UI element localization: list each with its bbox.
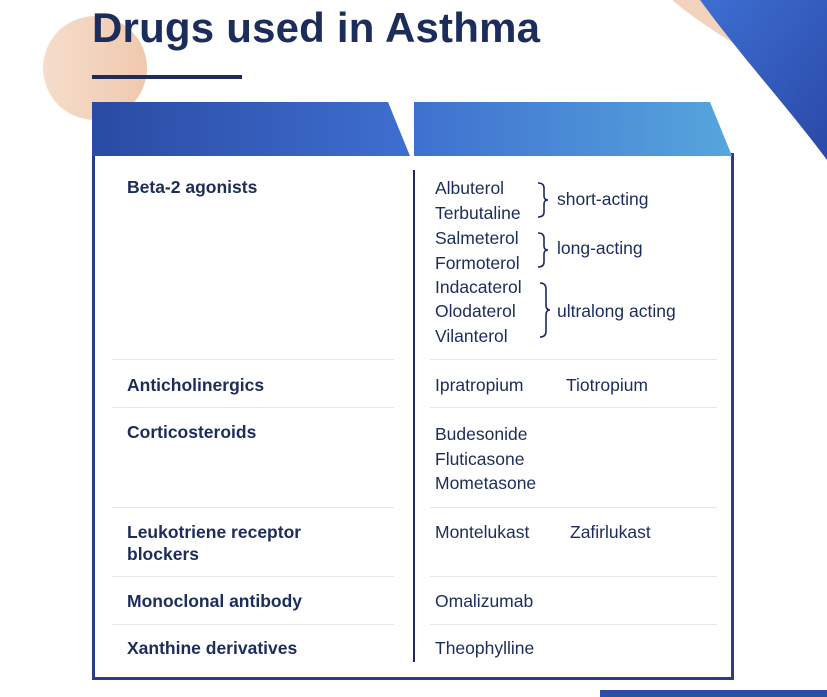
drug-montelukast: Montelukast	[435, 522, 530, 542]
drug-olodaterol: Olodaterol	[435, 301, 516, 321]
row-separator	[112, 407, 394, 408]
class-monoclonal-antibody: Monoclonal antibody	[127, 591, 302, 611]
note-ultralong-acting: ultralong acting	[557, 301, 676, 321]
drug-albuterol: Albuterol	[435, 178, 505, 198]
brace-ultralong-acting	[538, 282, 552, 338]
row-separator	[112, 576, 394, 577]
row-separator	[430, 576, 717, 577]
drug-vilanterol: Vilanterol	[435, 326, 508, 346]
drug-theophylline: Theophylline	[435, 638, 535, 658]
drug-formoterol: Formoterol	[435, 253, 520, 273]
drug-budesonide: Budesonide	[435, 424, 528, 444]
column-divider	[413, 170, 415, 662]
class-leukotriene-line2: blockers	[127, 544, 199, 564]
drug-mometasone: Mometasone	[435, 473, 537, 493]
row-separator	[430, 624, 717, 625]
drug-ipratropium: Ipratropium	[435, 375, 524, 395]
class-anticholinergics: Anticholinergics	[127, 375, 265, 395]
class-corticosteroids: Corticosteroids	[127, 422, 257, 442]
row-separator	[430, 407, 717, 408]
class-xanthine-derivatives: Xanthine derivatives	[127, 638, 298, 658]
title-underline	[92, 75, 242, 79]
row-separator	[112, 507, 394, 508]
brace-short-acting	[536, 182, 550, 218]
class-beta2-agonists: Beta-2 agonists	[127, 177, 258, 197]
note-short-acting: short-acting	[557, 189, 649, 209]
class-leukotriene-line1: Leukotriene receptor	[127, 522, 302, 542]
bottom-blue-strip	[600, 690, 827, 697]
brace-long-acting	[536, 232, 550, 268]
drug-terbutaline: Terbutaline	[435, 203, 521, 223]
drug-zafirlukast: Zafirlukast	[570, 522, 651, 542]
drug-omalizumab: Omalizumab	[435, 591, 534, 611]
row-separator	[430, 359, 717, 360]
drug-indacaterol: Indacaterol	[435, 277, 522, 297]
header-class-bg	[92, 102, 410, 156]
page-title: Drugs used in Asthma	[92, 4, 541, 51]
drug-tiotropium: Tiotropium	[566, 375, 649, 395]
header-examples-bg	[414, 102, 732, 156]
drug-fluticasone: Fluticasone	[435, 449, 525, 469]
drug-salmeterol: Salmeterol	[435, 228, 519, 248]
row-separator	[112, 359, 394, 360]
row-separator	[430, 507, 717, 508]
note-long-acting: long-acting	[557, 238, 643, 258]
table-header	[92, 102, 732, 156]
row-separator	[112, 624, 394, 625]
